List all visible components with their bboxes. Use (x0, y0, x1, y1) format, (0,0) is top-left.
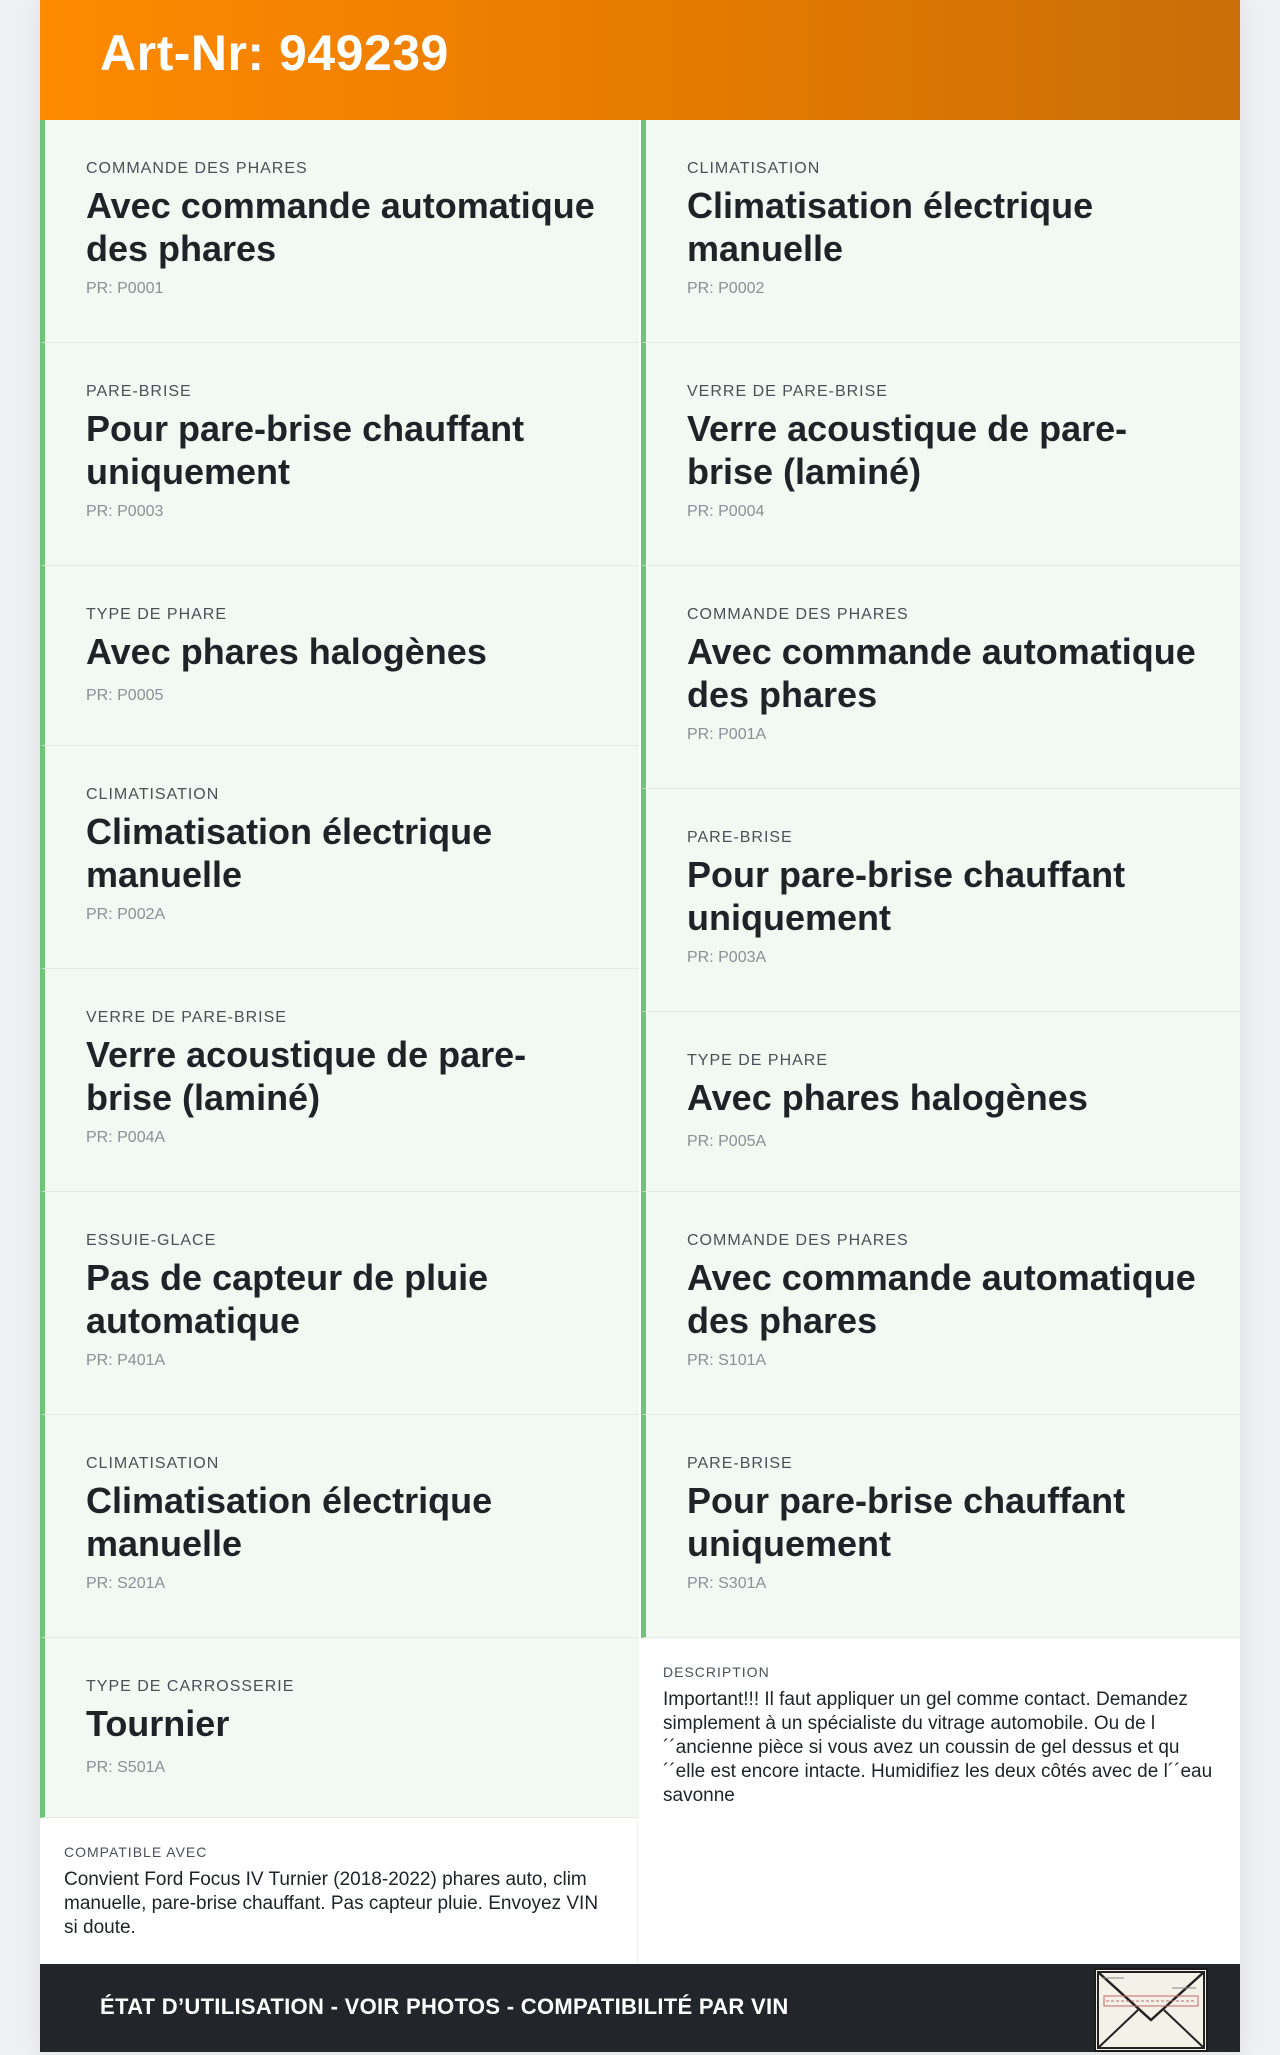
spec-category: CLIMATISATION (86, 786, 220, 803)
spec-item (40, 1638, 639, 1818)
spec-pr-code: PR: P0005 (86, 687, 164, 704)
description-label: DESCRIPTION (663, 1664, 770, 1680)
spec-item (40, 1415, 639, 1638)
spec-pr-code: PR: P001A (687, 726, 767, 743)
spec-value: Climatisation électrique manuelle (687, 185, 1094, 269)
article-number-title: Art-Nr: 949239 (100, 25, 449, 81)
description-block (641, 1640, 1240, 1964)
spec-value: Tournier (86, 1703, 230, 1744)
spec-pr-code: PR: P002A (86, 906, 166, 923)
spec-category: TYPE DE CARROSSERIE (86, 1678, 295, 1695)
spec-item (641, 343, 1240, 566)
spec-pr-code: PR: S301A (687, 1575, 767, 1592)
compatibility-block (40, 1822, 638, 1964)
spec-category: VERRE DE PARE-BRISE (687, 383, 888, 400)
spec-pr-code: PR: P401A (86, 1352, 166, 1369)
spec-item (40, 566, 639, 746)
spec-category: COMMANDE DES PHARES (687, 606, 909, 623)
spec-pr-code: PR: S201A (86, 1575, 166, 1592)
spec-value: Verre acoustique de pare-brise (laminé) (86, 1034, 527, 1118)
spec-category: PARE-BRISE (86, 383, 192, 400)
spec-category: TYPE DE PHARE (86, 606, 228, 623)
spec-category: ESSUIE-GLACE (86, 1232, 217, 1249)
spec-item (40, 746, 639, 969)
spec-category: TYPE DE PHARE (687, 1052, 829, 1069)
spec-sheet (40, 0, 1240, 2052)
spec-item (40, 969, 639, 1192)
spec-item (40, 343, 639, 566)
spec-category: VERRE DE PARE-BRISE (86, 1009, 287, 1026)
spec-value: Climatisation électrique manuelle (86, 811, 493, 895)
right-column (641, 120, 1240, 1638)
spec-pr-code: PR: P003A (687, 949, 767, 966)
spec-item (641, 566, 1240, 789)
spec-item (641, 1012, 1240, 1192)
spec-category: COMMANDE DES PHARES (687, 1232, 909, 1249)
spec-value: Verre acoustique de pare-brise (laminé) (687, 408, 1128, 492)
spec-item (641, 789, 1240, 1012)
compatibility-label: COMPATIBLE AVEC (64, 1844, 208, 1860)
spec-category: CLIMATISATION (687, 160, 821, 177)
spec-category: CLIMATISATION (86, 1455, 220, 1472)
spec-category: PARE-BRISE (687, 829, 793, 846)
description-text: Important!!! Il faut appliquer un gel comme contact. Demandez simplement à un spécialiste du vitrage automobile. Ou de l´´ancienne pièce si vous avez un coussin de gel dessus et qu´´elle est encore intacte. Humidifiez les deux côtés avec de l´´eau savonne (663, 1689, 1213, 1806)
spec-pr-code: PR: P005A (687, 1133, 767, 1150)
spec-item (40, 1192, 639, 1415)
envelope-stamp-icon (1094, 1968, 1208, 2052)
spec-item (641, 1192, 1240, 1415)
left-column (40, 120, 639, 1818)
spec-pr-code: PR: P004A (86, 1129, 166, 1146)
spec-value: Avec phares halogènes (86, 631, 487, 672)
envelope-icon (1096, 1970, 1206, 2050)
compatibility-text: Convient Ford Focus IV Turnier (2018-2022) phares auto, clim manuelle, pare-brise chauffant. Pas capteur pluie. Envoyez VIN si doute. (64, 1869, 599, 1938)
spec-value: Pour pare-brise chauffant uniquement (687, 854, 1126, 938)
spec-pr-code: PR: P0004 (687, 503, 765, 520)
spec-pr-code: PR: P0001 (86, 280, 164, 297)
footer-bar (40, 1964, 1240, 2052)
spec-value: Avec phares halogènes (687, 1077, 1088, 1118)
spec-item (641, 120, 1240, 343)
spec-value: Pas de capteur de pluie automatique (86, 1257, 489, 1341)
spec-value: Pour pare-brise chauffant uniquement (687, 1480, 1126, 1564)
spec-category: COMMANDE DES PHARES (86, 160, 308, 177)
spec-pr-code: PR: S501A (86, 1759, 166, 1776)
header-bar (40, 0, 1240, 120)
spec-pr-code: PR: S101A (687, 1352, 767, 1369)
spec-item (40, 120, 639, 343)
spec-value: Avec commande automatique des phares (86, 185, 595, 269)
spec-category: PARE-BRISE (687, 1455, 793, 1472)
spec-item (641, 1415, 1240, 1638)
spec-pr-code: PR: P0003 (86, 503, 164, 520)
spec-value: Avec commande automatique des phares (687, 1257, 1196, 1341)
spec-value: Avec commande automatique des phares (687, 631, 1196, 715)
spec-value: Climatisation électrique manuelle (86, 1480, 493, 1564)
footer-text: ÉTAT D’UTILISATION - VOIR PHOTOS - COMPATIBILITÉ PAR VIN (100, 1994, 789, 2019)
spec-value: Pour pare-brise chauffant uniquement (86, 408, 525, 492)
spec-pr-code: PR: P0002 (687, 280, 765, 297)
